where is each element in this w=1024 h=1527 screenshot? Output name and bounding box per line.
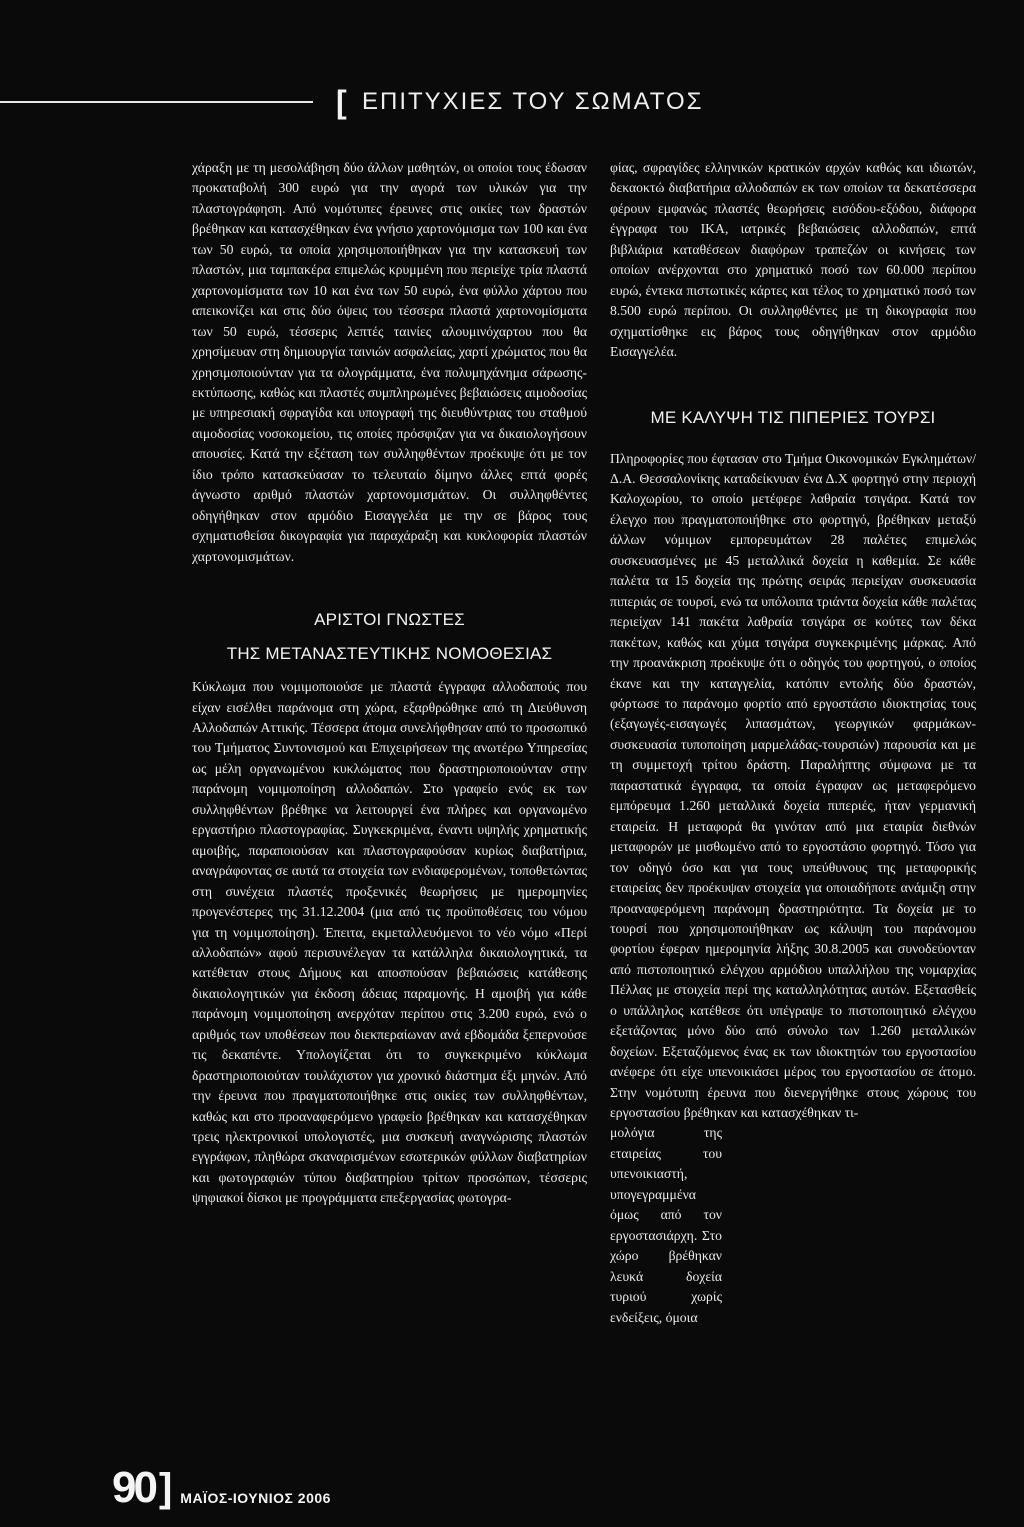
article-paragraph: χάραξη με τη μεσολάβηση δύο άλλων μαθητών, οι οποίοι τους έδωσαν προκαταβολή 300 ευρώ για την αγορά των υλικών για την πλαστογράφηση. Από νομότυπες έρευνες στις οικίες των δραστών βρέθηκαν και κατασχέθηκαν ένα γνήσιο χαρτονόμισμα των 100 και ένα των 50 ευρώ, τα οποία χρησιμοποιήθηκαν για την κατασκευή των πλαστών, μια ταμπακέρα επιμελώς κρυμμένη που περιείχε τρία πλαστά χαρτονομίσματα των 10 και ένα των 50 ευρώ, ένα φύλλο χάρτου που απεικονίζει και στις δύο όψεις του τέσσερα πλαστά χαρτονομίσματα των 50 ευρώ, τέσσερις λεπτές ταινίες αλουμινόχαρτου που θα χρησίμευαν στη δημιουργία ταινιών ασφαλείας, χαρτί χρώματος που θα χρησιμοποιούνταν για τα ολογράμματα, ένα πολυμηχάνημα σάρωσης-εκτύπωσης, καθώς και πλαστές συμπληρωμένες βεβαιώσεις αιμοδοσίας με υπηρεσιακή σφραγίδα και υπογραφή της διευθύντριας του σταθμού αιμοδοσίας νοσοκομείου, τις οποίες πρόσφιζαν για να δικαιολογήσουν απουσίες. Κατά την εξέταση των συλληφθέντων προέκυψε ότι με τον ίδιο τρόπο κατασκεύασαν το τελευταίο δίμηνο άλλες επτά φορές άγνωστο αριθμό πλαστών χαρτονομισμάτων. Οι συλληφθέντες οδηγήθηκαν στον αρμόδιο Εισαγγελέα με την σε βάρος τους σχηματισθείσα δικογραφία για παραχάραξη και κυκλοφορία πλαστών χαρτονομισμάτων. (192, 160, 587, 564)
left-column (192, 158, 587, 1209)
article-paragraph: φίας, σφραγίδες ελληνικών κρατικών αρχών καθώς και ιδιωτών, δεκαοκτώ διαβατήρια αλλοδαπών εκ των οποίων τα δεκατέσσερα φέρουν εμφανώς πλαστές θεωρήσεις εισόδου-εξόδου, διάφορα έγγραφα του ΙΚΑ, ιατρικές βεβαιώσεις αλλοδαπών, επτά βιβλιάρια καταθέσεων διαφόρων τραπεζών οι κινήσεις των οποίων ανέρχονται στο χρηματικό ποσό των 60.000 περίπου ευρώ, έντεκα πιστωτικές κάρτες και τέλος το χρηματικό ποσό των 8.500 ευρώ περίπου. Οι συλληφθέντες με τη δικογραφία που σχηματίσθηκε εις βάρος τους οδηγήθηκαν στον αρμόδιο Εισαγγελέα. (610, 160, 976, 360)
article-heading: ΜΕ ΚΑΛΥΨΗ ΤΙΣ ΠΙΠΕΡΙΕΣ ΤΟΥΡΣΙ (650, 407, 936, 427)
footer-bracket: ] (158, 1466, 173, 1510)
page-number: 90 (112, 1463, 155, 1512)
header-bracket: [ (336, 84, 347, 120)
article-paragraph: Κύκλωμα που νομιμοποιούσε με πλαστά έγγραφα αλλοδαπούς που είχαν εισέλθει παράνομα στη χώρα, εξαρθρώθηκε από τη Διεύθυνση Αλλοδαπών Αττικής. Τέσσερα άτομα συνελήφθησαν από το προσωπικό του Τμήματος Συντονισμού και Επιχειρήσεων της ανωτέρω Υπηρεσίας ως μέλη οργανωμένου κυκλώματος που δραστηριοποιούνταν στην παράνομη νομιμοποίηση αλλοδαπών. Στο γραφείο ενός εκ των συλληφθέντων βρέθηκε να λειτουργεί ένα πλήρες και οργανωμένο εργαστήριο πλαστογραφίας. Συγκεκριμένα, έναντι υψηλής χρηματικής αμοιβής, παραποιούσαν και πλαστογραφούσαν κυρίως διαβατήρια, αναγράφοντας σε αυτά τα στοιχεία των ενδιαφερομένων, τοποθετώντας στη συνέχεια πλαστές προξενικές θεωρήσεις με ημερομηνίες προγενέστερες της 31.12.2004 (μια από τις προϋποθέσεις του νόμου για τη νομιμοποίηση). Έπειτα, εκμεταλλευόμενοι το νέο νόμο «Περί αλλοδαπών» αφού περισυνέλεγαν τα κατάλληλα δικαιολογητικά, τα κατέθεταν στους Δήμους και αποσπούσαν βεβαιώσεις κατάθεσης δικαιολογητικών για έκδοση άδειας παραμονής. Η αμοιβή για κάθε παράνομη νομιμοποίηση ανερχόταν περίπου στις 3.200 ευρώ, ενώ ο αριθμός των υποθέσεων που διεκπεραίωναν ανά εβδομάδα ξεπερνούσε τις δεκαπέντε. Υπολογίζεται ότι το συγκεκριμένο κύκλωμα δραστηριοποιούταν τουλάχιστον για χρονικό διάστημα έξι μηνών. Από την έρευνα που πραγματοποιήθηκε στις οικίες των συλληφθέντων, καθώς και στο προαναφερόμενο γραφείο βρέθηκαν και κατασχέθηκαν τρεις ηλεκτρονικοί υπολογιστές, μια συσκευή αναγνώρισης πλαστών εγγράφων, πληθώρα σκαναρισμένων εσωτερικών φύλλων διαβατηρίων και φωτογραφιών τύπου διαβατηρίου τρίτων προσώπων, τέσσερις ψηφιακοί δίσκοι με προγράμματα επεξεργασίας φωτογρα- (192, 679, 587, 1206)
page-footer (112, 1463, 331, 1512)
article-paragraph: Πληροφορίες που έφτασαν στο Τμήμα Οικονομικών Εγκλημάτων/Δ.Α. Θεσσαλονίκης καταδείκνυαν ένα Δ.Χ φορτηγό στην περιοχή Καλοχωρίου, το οποίο μετέφερε λαθραία τσιγάρα. Κατά τον έλεγχο που πραγματοποιήθηκε στο φορτηγό, βρέθηκαν μεταξύ άλλων νόμιμων εμπορευμάτων 28 παλέτες επιμελώς συσκευασμένες με 45 μεταλλικά δοχεία η καθεμία. Σε κάθε παλέτα τα 15 δοχεία της πρώτης σειράς περιείχαν συσκευασία πιπεριάς σε τουρσί, ενώ τα υπόλοιπα τριάντα δοχεία κάθε παλέτας περιείχαν 141 πακέτα λαθραία τσιγάρα σε κούτες των δέκα πακέτων, καθώς και χύμα τσιγάρα συγκεκριμένης μάρκας. Από την προανάκριση προέκυψε ότι ο οδηγός του φορτηγού, ο οποίος έκανε και την καταγγελία, κατόπιν εντολής δύο δραστών, φόρτωσε το παράνομο φορτίο από εργοστάσιο ιδιοκτησίας τους (εξαγωγές-εισαγωγές λιπασμάτων, γεωργικών φαρμάκων-συσκευασία τυποποίηση μαρμελάδας-τουρσιών) παρουσία και με τη συμμετοχή τρίτου δράστη. Παραλήπτης σύμφωνα με τα παραστατικά έγγραφα, τα οποία έγραφαν ως μεταφερόμενο εμπόρευμα 1.260 μεταλλικά δοχεία πιπεριές, ήταν γερμανική εταιρεία. Η μεταφορά θα γινόταν από μια εταιρία διεθνών μεταφορών με μισθωμένο από το εργοστάσιο φορτηγό. Τόσο για τον οδηγό όσο και για τους υπεύθυνους της μεταφορικής εταιρείας δεν προέκυψαν στοιχεία για οποιαδήποτε ανάμιξη στην προαναφερόμενη παράνομη δραστηριότητα. Τα δοχεία με το τουρσί που χρησιμοποιήθηκαν ως κάλυψη του παράνομου φορτίου έφεραν ημερομηνία λήξης 30.8.2005 και συνοδεύονταν από πιστοποιητικό ελέγχου αρμόδιου υπαλλήλου της νομαρχίας Πέλλας με στοιχεία περί της καταλληλότητας αυτών. Εξετασθείς ο υπάλληλος κατέθεσε ότι υπέγραψε το πιστοποιητικό ελέγχου εξετάζοντας μόνο δύο από σύνολο των 1.260 μεταλλικών δοχείων. Εξεταζόμενος ένας εκ των ιδιοκτητών του εργοστασίου ανέφερε ότι είχε υπενοικιάσει μέρος του εργοστασίου σε άτομο. Στην νομότυπη έρευνα που διενεργήθηκε στους χώρους του εργοστασίου βρέθηκαν και κατασχέθηκαν τι- (610, 450, 976, 1121)
article-heading: ΑΡΙΣΤΟΙ ΓΝΩΣΤΕΣ (314, 610, 465, 630)
issue-date: ΜΑΪΟΣ-ΙΟΥΝΙΟΣ 2006 (180, 1490, 331, 1506)
header-rule (0, 101, 313, 103)
section-title: ΕΠΙΤΥΧΙΕΣ ΤΟΥ ΣΩΜΑΤΟΣ (362, 88, 704, 115)
right-column (610, 158, 976, 1328)
article-heading: ΤΗΣ ΜΕΤΑΝΑΣΤΕΥΤΙΚΗΣ ΝΟΜΟΘΕΣΙΑΣ (226, 644, 553, 664)
article-paragraph-narrow: μολόγια της εταιρείας του υπενοικιαστή, υπογεγραμμένα όμως από τον εργοστασιάρχη. Στο χώρο βρέθηκαν λευκά δοχεία τυριού χωρίς ενδείξεις, όμοια (610, 1125, 722, 1325)
